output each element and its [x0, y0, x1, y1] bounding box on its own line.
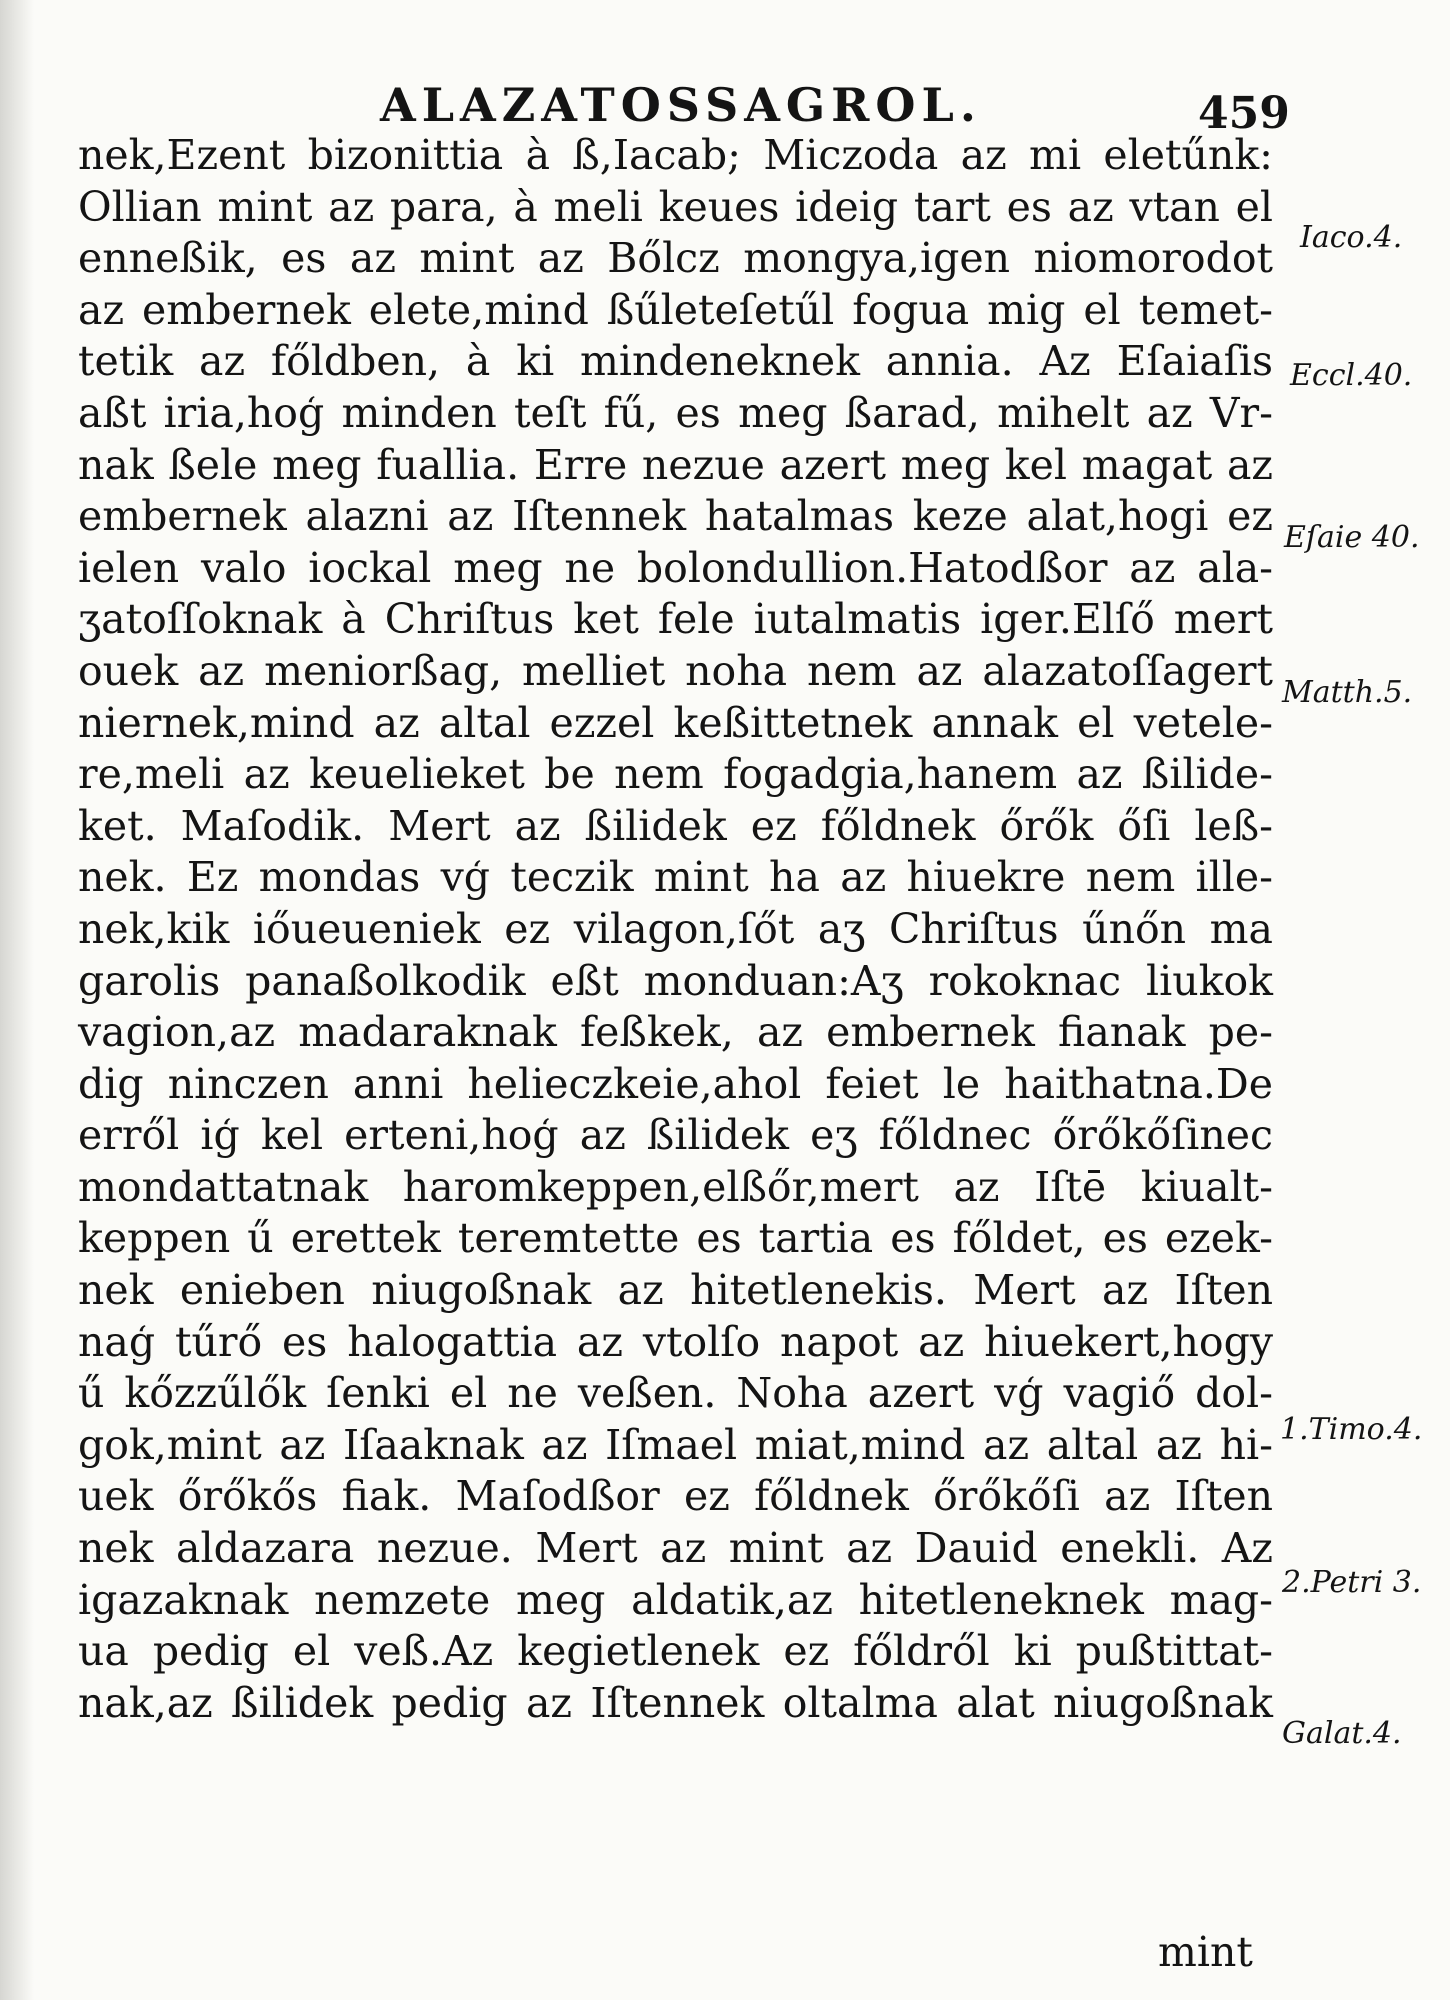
margin-note: Galat.4. — [1282, 1716, 1402, 1751]
margin-note: Eccl.40. — [1290, 358, 1413, 393]
text-line: igazaknak nemzete meg aldatik,az hitetleneknek mag- — [78, 1575, 1273, 1624]
text-line: erről iģ kel erteni,hoģ az ßilidek eʒ főldnec őrőkőſinec — [78, 1111, 1273, 1160]
text-line: enneßik, es az mint az Bőlcz mongya,igen niomorodot — [78, 234, 1273, 283]
page-edge-shadow — [0, 0, 34, 2000]
text-line: nak ßele meg fuallia. Erre nezue azert meg kel magat az — [78, 440, 1273, 489]
text-line: nek aldazara nezue. Mert az mint az Dauid enekli. Az — [78, 1524, 1273, 1573]
text-line: uek őrőkős fiak. Maſodßor ez főldnek őrőkőſi az Iſten — [78, 1472, 1273, 1521]
text-line: nek,Ezent bizonittia à ß,Iacab; Miczoda az mi eletűnk: — [78, 131, 1273, 179]
text-line: aßt iria,hoģ minden teſt fű, es meg ßarad, mihelt az Vr- — [78, 388, 1273, 437]
text-line: nak,az ßilidek pedig az Iſtennek oltalma alat niugoßnak — [78, 1678, 1273, 1727]
body-text — [78, 130, 1273, 1729]
text-line: gok,mint az Iſaaknak az Iſmael miat,mind az altal az hi- — [78, 1420, 1273, 1469]
text-line: vagion,az madaraknak feßkek, az embernek fianak pe- — [78, 1008, 1273, 1057]
text-line: ouek az meniorßag, melliet noha nem az alazatoſſagert — [78, 646, 1273, 695]
text-line: az embernek elete,mind ßűleteſetűl fogua mig el temet- — [78, 285, 1273, 334]
text-line: niernek,mind az altal ezzel keßittetnek annak el vetele- — [78, 698, 1273, 747]
catchword: mint — [1158, 1928, 1253, 1976]
text-line: embernek alazni az Iſtennek hatalmas keze alat,hogi ez — [78, 492, 1273, 541]
text-line: dig ninczen anni helieczkeie,ahol feiet le haithatna.De — [78, 1059, 1273, 1108]
margin-note: Eſaie 40. — [1284, 520, 1420, 555]
text-line: garolis panaßolkodik eßt monduan:Aʒ rokoknac liukok — [78, 956, 1273, 1005]
text-line: ket. Maſodik. Mert az ßilidek ez főldnek őrők őſi leß- — [78, 801, 1273, 850]
text-line: mondattatnak haromkeppen,elßőr,mert az Iſtē kiualt- — [78, 1162, 1273, 1211]
text-line: ű kőzzűlők ſenki el ne veßen. Noha azert vģ vagiő dol- — [78, 1369, 1273, 1418]
text-line: ua pedig el veß.Az kegietlenek ez főldről ki pußtittat- — [78, 1627, 1273, 1676]
text-line: tetik az főldben, à ki mindeneknek annia. Az Eſaiaſis — [78, 337, 1273, 386]
running-title: ALAZATOSSAGROL. — [380, 78, 982, 132]
margin-note: Matth.5. — [1282, 675, 1413, 710]
text-line: naģ tűrő es halogattia az vtolſo napot az hiuekert,hogy — [78, 1317, 1273, 1366]
text-line: Ollian mint az para, à meli keues ideig tart es az vtan el — [78, 182, 1273, 231]
text-line: nek,kik iőueueniek ez vilagon,ſőt aʒ Chriſtus űnőn ma — [78, 904, 1273, 953]
margin-note: 2.Petri 3. — [1282, 1565, 1422, 1600]
page-number: 459 — [1198, 88, 1290, 139]
text-line: re,meli az keuelieket be nem fogadgia,hanem az ßilide- — [78, 750, 1273, 799]
margin-note: 1.Timo.4. — [1280, 1412, 1423, 1447]
text-line: nek. Ez mondas vģ teczik mint ha az hiuekre nem ille- — [78, 853, 1273, 902]
text-line: keppen ű erettek teremtette es tartia es főldet, es ezek- — [78, 1214, 1273, 1263]
text-line: nek enieben niugoßnak az hitetlenekis. Mert az Iſten — [78, 1266, 1273, 1315]
text-line: ielen valo iockal meg ne bolondullion.Hatodßor az ala- — [78, 543, 1273, 592]
margin-note: Iaco.4. — [1300, 220, 1403, 255]
text-line: ʒatoſſoknak à Chriſtus ket fele iutalmatis iger.Elſő mert — [78, 595, 1273, 644]
